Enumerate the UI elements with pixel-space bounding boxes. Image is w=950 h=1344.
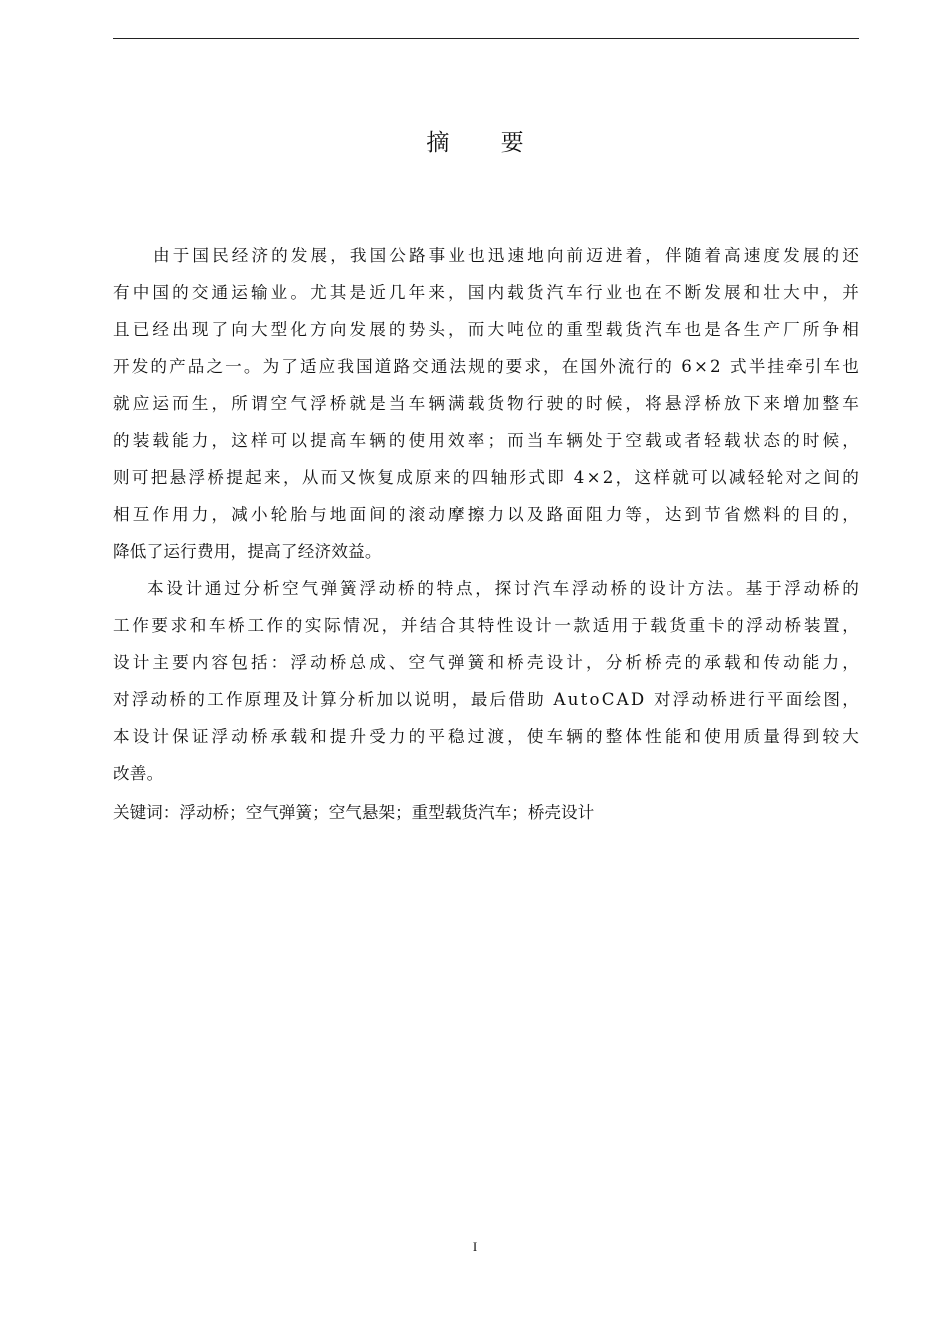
paragraph-line: 就应运而生，所谓空气浮桥就是当车辆满载货物行驶的时候，将悬浮桥放下来增加整车 [113,394,862,413]
page-title: 摘 要 [426,130,546,156]
paragraph-line: 降低了运行费用，提高了经济效益。 [113,542,382,561]
keywords-text: 浮动桥；空气弹簧；空气悬架；重型载货汽车；桥壳设计 [179,803,595,822]
paragraph-line: 则可把悬浮桥提起来，从而又恢复成原来的四轴形式即 4×2，这样就可以减轻轮对之间的 [113,468,862,487]
paragraph-line: 相互作用力，减小轮胎与地面间的滚动摩擦力以及路面阻力等，达到节省燃料的目的， [113,505,862,524]
abstract-body [113,243,862,798]
keywords [113,800,594,826]
paragraph-line: 且已经出现了向大型化方向发展的势头，而大吨位的重型载货汽车也是各生产厂所争相 [113,320,862,339]
paragraph-line: 有中国的交通运输业。尤其是近几年来，国内载货汽车行业也在不断发展和壮大中，并 [113,283,862,302]
paragraph-line: 工作要求和车桥工作的实际情况，并结合其特性设计一款适用于载货重卡的浮动桥装置， [113,616,862,635]
paragraph-line: 的装载能力，这样可以提高车辆的使用效率；而当车辆处于空载或者轻载状态的时候， [113,431,862,450]
keywords-label: 关键词： [113,803,180,822]
paragraph-line: 设计主要内容包括：浮动桥总成、空气弹簧和桥壳设计，分析桥壳的承载和传动能力， [113,653,862,672]
page-number: I [472,1239,478,1254]
header-rule [113,38,859,39]
paragraph-line: 本设计通过分析空气弹簧浮动桥的特点，探讨汽车浮动桥的设计方法。基于浮动桥的 [147,579,862,598]
paragraph-line: 改善。 [113,764,164,783]
paragraph-line: 本设计保证浮动桥承载和提升受力的平稳过渡，使车辆的整体性能和使用质量得到较大 [113,727,862,746]
paragraph-line: 开发的产品之一。为了适应我国道路交通法规的要求，在国外流行的 6×2 式半挂牵引车也 [113,357,861,376]
paragraph-line: 由于国民经济的发展，我国公路事业也迅速地向前迈进着，伴随着高速度发展的还 [153,246,862,265]
paragraph-line: 对浮动桥的工作原理及计算分析加以说明，最后借助 AutoCAD 对浮动桥进行平面绘图， [113,690,862,709]
